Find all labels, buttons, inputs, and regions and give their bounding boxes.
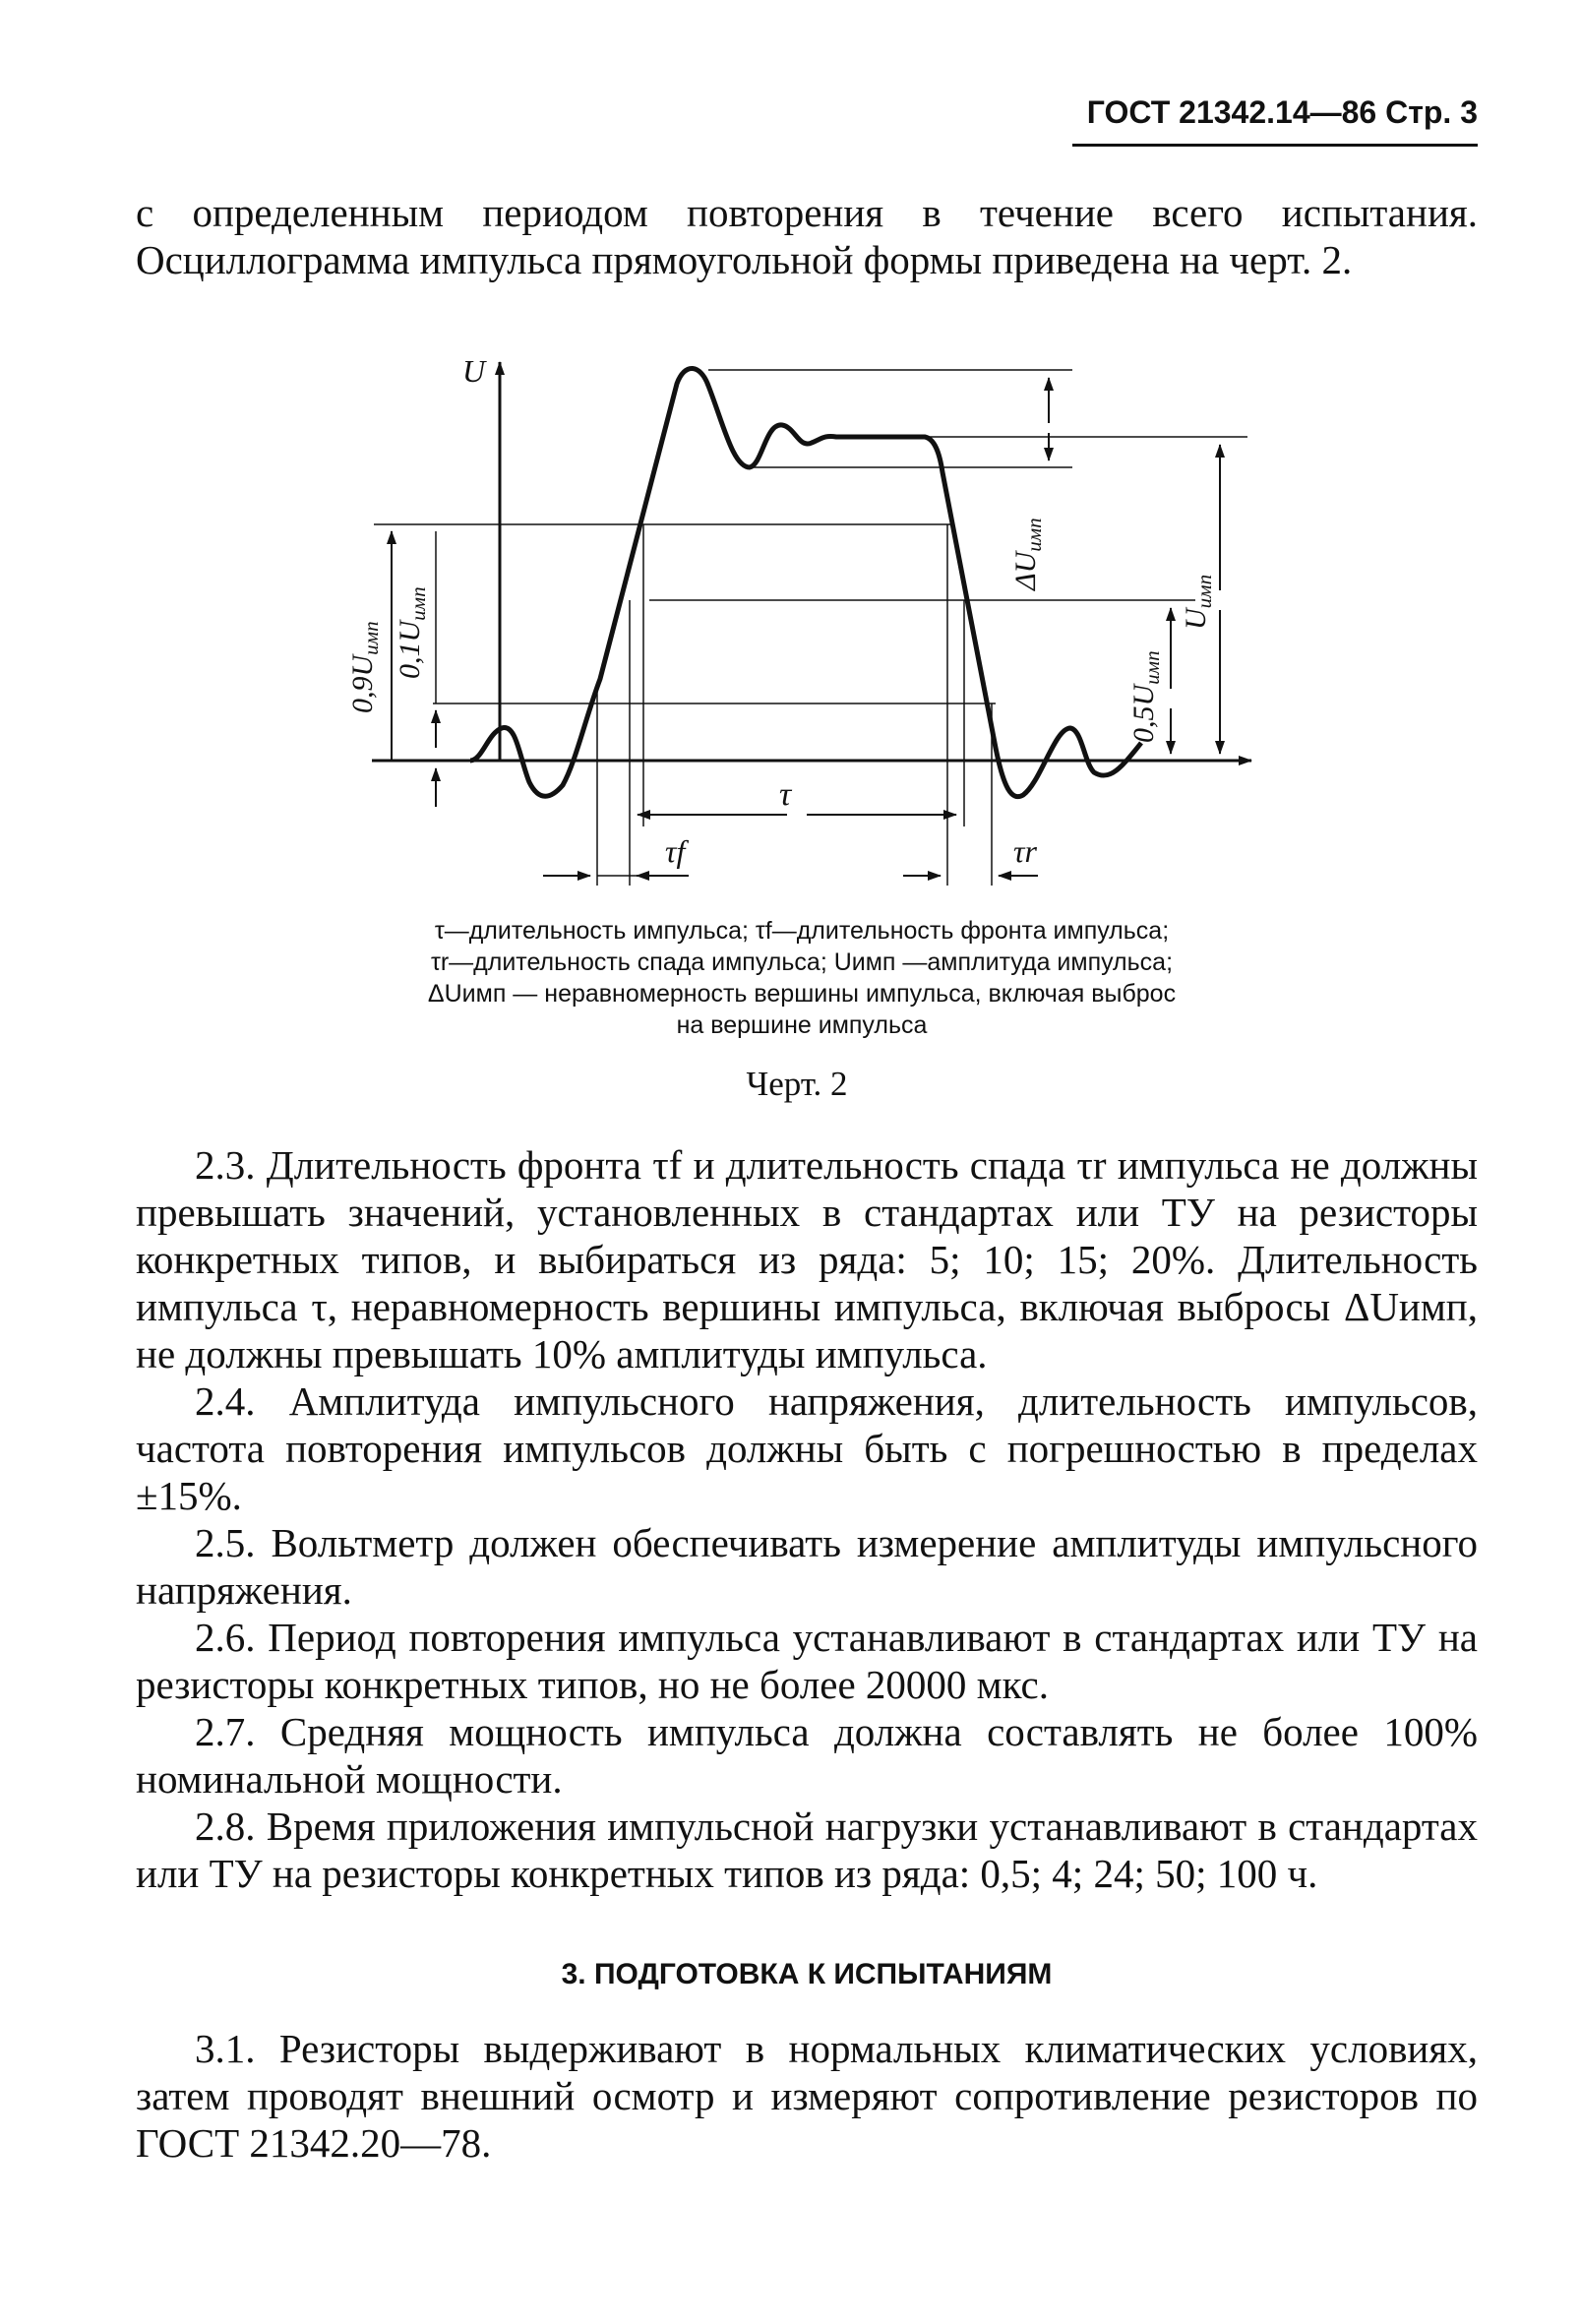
pulse-oscillogram-figure (334, 344, 1279, 905)
paragraph-2-8: 2.8. Время приложения импульсной нагрузки устанавливают в стандартах или ТУ на резисторы конкретных типов из ряда: 0,5; 4; 24; 50; 100 ч. (136, 1804, 1478, 1896)
tau-r-label: τr (1013, 833, 1037, 869)
section-2-paragraphs (136, 1141, 1478, 1897)
figure-caption (325, 915, 1279, 1041)
tau-f-label: τf (665, 833, 686, 869)
paragraph-2-7: 2.7. Средняя мощность импульса должна составлять не более 100% номинальной мощности. (136, 1709, 1478, 1802)
caption-line: ΔUимп — неравномерность вершины импульса, включая выброс (427, 980, 1177, 1008)
tau-label: τ (779, 776, 792, 813)
level-09-label: $0,9U_{имп}$ (346, 621, 383, 713)
section-3-title: 3. ПОДГОТОВКА К ИСПЫТАНИЯМ (561, 1958, 1053, 1990)
page-header: ГОСТ 21342.14—86 Стр. 3 (1086, 94, 1478, 130)
u-axis-label: U (462, 353, 486, 389)
paragraph-2-6: 2.6. Период повторения импульса устанавливают в стандартах или ТУ на резисторы конкретных типов, но не более 20000 мкс. (136, 1615, 1478, 1707)
level-01-label: $0,1U_{имп}$ (394, 586, 430, 679)
paragraph-3-1: 3.1. Резисторы выдерживают в нормальных климатических условиях, затем проводят внешний осмотр и измеряют сопротивление резисторов по ГОСТ 21342.20—78. (136, 2026, 1478, 2166)
level-05-label: $0,5U_{имп}$ (1127, 650, 1164, 743)
header-rule (1072, 144, 1478, 147)
paragraph-2-5: 2.5. Вольтметр должен обеспечивать измерение амплитуды импульсного напряжения. (136, 1520, 1478, 1613)
caption-line: на вершине импульса (676, 1011, 928, 1039)
paragraph-2-4: 2.4. Амплитуда импульсного напряжения, длительность импульсов, частота повторения импульсов должны быть с погрешностью в пределах ±15%. (136, 1378, 1478, 1518)
paragraph-2-3: 2.3. Длительность фронта τf и длительность спада τr импульса не должны превышать значений, установленных в стандартах или ТУ на резисторы конкретных типов, и выбираться из ряда: 5; 10; 15; 20%. Длительность импульса τ, неравномерность вершины импульса, включая выбросы ΔUимп, не должны превышать 10% амплитуды импульса. (136, 1142, 1478, 1376)
delta-u-label: $\Delta U_{имп}$ (1009, 518, 1046, 590)
paragraph-3-1-block (136, 2025, 1478, 2167)
caption-line: τ—длительность импульса; τf—длительность фронта импульса; (434, 917, 1170, 945)
caption-line: τr—длительность спада импульса; Uимп —амплитуда импульса; (430, 948, 1174, 976)
amplitude-label: $U_{имп}$ (1180, 574, 1216, 630)
drawing-title: Черт. 2 (746, 1065, 848, 1103)
intro-paragraph: с определенным периодом повторения в течение всего испытания. Осциллограмма импульса прямоугольной формы приведена на черт. 2. (136, 190, 1478, 282)
